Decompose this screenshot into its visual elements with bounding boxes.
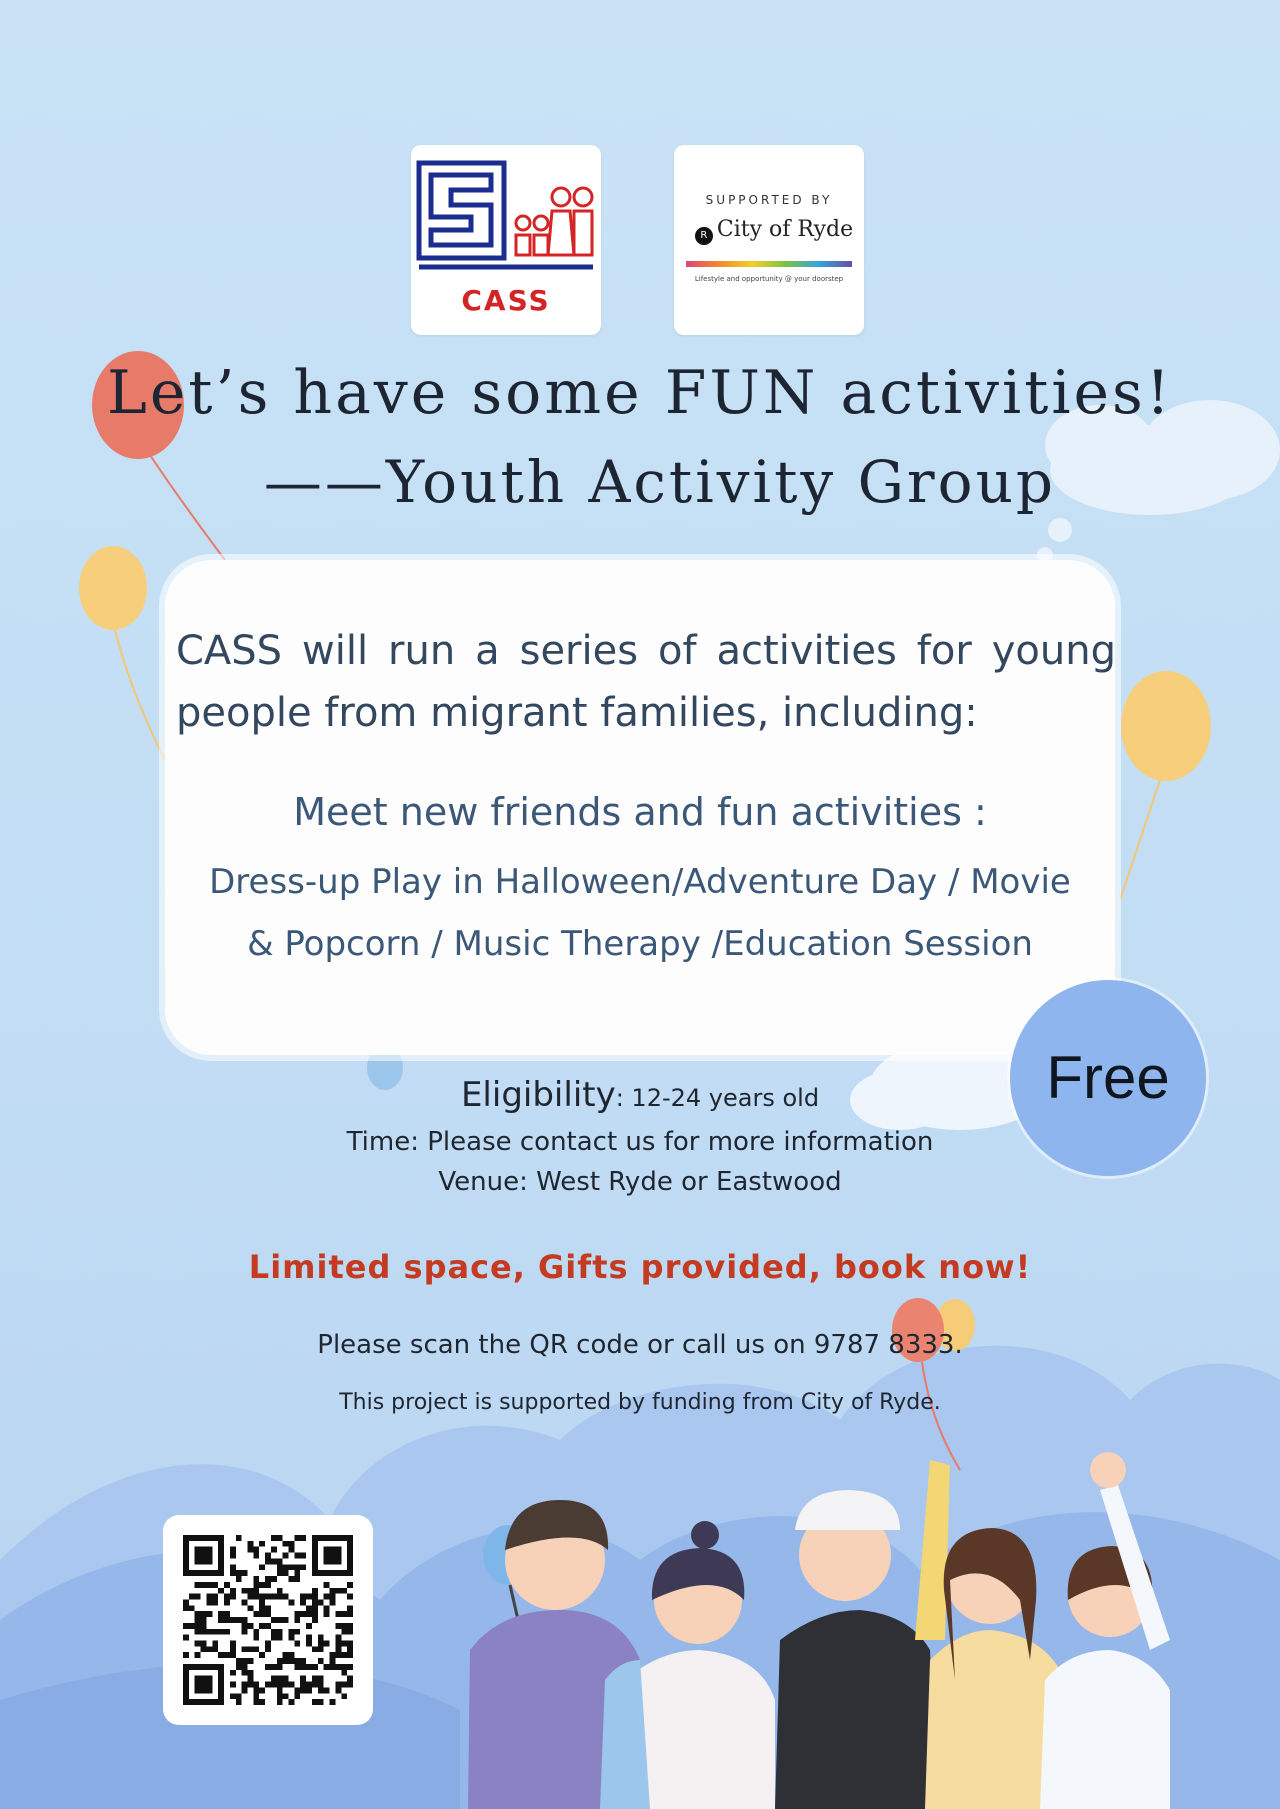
city-of-ryde-logo	[674, 145, 864, 335]
ryde-emblem-icon: R	[695, 227, 713, 245]
eligibility-label: Eligibility	[460, 1075, 616, 1115]
balloon-icon	[79, 546, 165, 760]
venue-line: Venue: West Ryde or Eastwood	[438, 1167, 842, 1197]
cass-logo-text: CASS	[461, 284, 551, 317]
page-title: Let’s have some FUN activities!	[107, 358, 1173, 428]
city-of-ryde-name	[684, 217, 864, 245]
intro-text: CASS will run a series of activities for young people from migrant families, including:	[176, 628, 1116, 736]
balloon-icon	[1120, 671, 1211, 900]
qr-code-icon[interactable]	[183, 1535, 353, 1705]
eligibility-value: : 12-24 years old	[615, 1084, 820, 1112]
limited-space-callout: Limited space, Gifts provided, book now!	[248, 1248, 1032, 1286]
eligibility-line	[0, 1075, 1280, 1115]
rainbow-bar	[686, 261, 852, 267]
qr-code-card[interactable]	[163, 1515, 373, 1725]
activities-heading: Meet new friends and fun activities :	[293, 790, 987, 834]
city-of-ryde-name-text: City of Ryde	[716, 217, 854, 242]
page-subtitle: ——Youth Activity Group	[263, 448, 1057, 516]
free-badge: Free	[1010, 980, 1206, 1176]
supported-by-label: SUPPORTED BY	[705, 193, 833, 207]
city-of-ryde-tagline: Lifestyle and opportunity @ your doorstep	[694, 275, 844, 283]
activities-line-1: Dress-up Play in Halloween/Adventure Day / Movie	[209, 862, 1071, 902]
contact-line: Please scan the QR code or call us on 9787 8333.	[317, 1330, 963, 1360]
time-line: Time: Please contact us for more information	[346, 1127, 934, 1157]
funding-line: This project is supported by funding from City of Ryde.	[339, 1390, 941, 1415]
activities-line-2: & Popcorn / Music Therapy /Education Session	[247, 924, 1033, 964]
cass-logo	[411, 145, 601, 335]
